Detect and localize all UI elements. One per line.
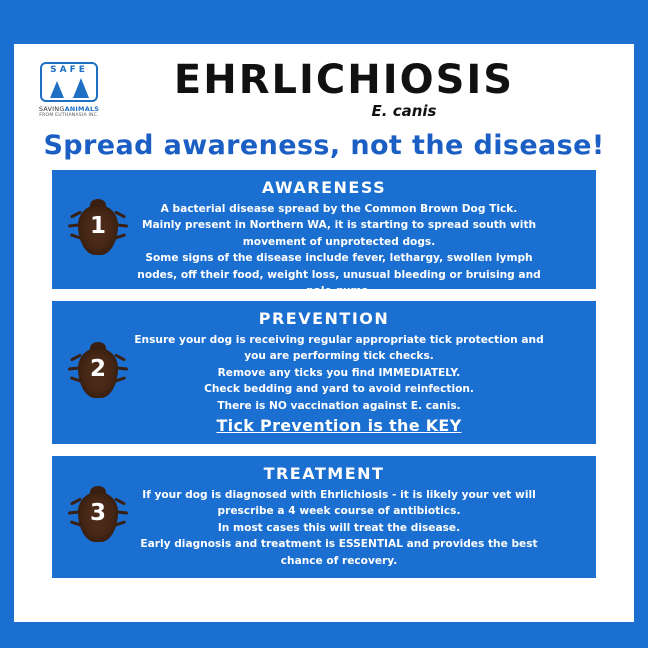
section-number: 2 (89, 355, 106, 382)
section-line: There is NO vaccination against E. canis. (217, 399, 461, 412)
logo-org-name (28, 105, 110, 113)
section-line: Remove any ticks you find IMMEDIATELY. (217, 366, 461, 379)
safe-logo (28, 62, 110, 118)
section-heading: AWARENESS (261, 178, 387, 197)
logo-org-name-part2: ANIMALS (64, 105, 100, 113)
tick-icon (72, 486, 124, 548)
section-line: Ensure your dog is receiving regular appropriate tick protection and you are performing tick checks. (134, 334, 544, 363)
section-line: In most cases this will treat the disease. (217, 521, 461, 534)
tick-icon (72, 342, 124, 404)
section-prevention (52, 301, 596, 444)
section-line: Some signs of the disease include fever, lethargy, swollen lymph nodes, off their food, weight loss, unusual bleeding or bruising and pale gums. (137, 252, 541, 298)
logo-badge (40, 62, 98, 102)
poster-content (14, 44, 634, 622)
section-line: Early diagnosis and treatment is ESSENTIAL and provides the best chance of recovery. (140, 538, 538, 567)
section-number: 1 (89, 212, 106, 239)
section-heading: TREATMENT (263, 464, 385, 483)
section-line: If your dog is diagnosed with Ehrlichiosis - it is likely your vet will prescribe a 4 week course of antibiotics. (142, 489, 536, 518)
section-awareness (52, 170, 596, 298)
page-title: EHRLICHIOSIS (173, 57, 515, 103)
section-line: Mainly present in Northern WA, it is starting to spread south with movement of unprotected dogs. (141, 219, 537, 248)
section-treatment (52, 456, 596, 578)
logo-org-subtitle: FROM EUTHANASIA INC. (39, 113, 99, 118)
section-body (52, 328, 596, 439)
section-body (52, 197, 596, 299)
logo-org-name-part1: SAVING (38, 105, 65, 113)
logo-animal-silhouettes (46, 76, 92, 98)
key-message: Tick Prevention is the KEY (216, 416, 462, 436)
tick-icon (72, 199, 124, 261)
section-body (52, 483, 596, 569)
section-line: A bacterial disease spread by the Common Brown Dog Tick. (160, 203, 518, 215)
section-number: 3 (89, 500, 106, 526)
tagline: Spread awareness, not the disease! (43, 130, 605, 161)
dog-icon (73, 78, 89, 98)
section-heading: PREVENTION (258, 309, 390, 328)
cat-icon (50, 81, 64, 98)
logo-badge-text: SAFE (50, 65, 88, 75)
scientific-name: E. canis (371, 102, 437, 120)
section-line: Check bedding and yard to avoid reinfection. (204, 383, 474, 396)
